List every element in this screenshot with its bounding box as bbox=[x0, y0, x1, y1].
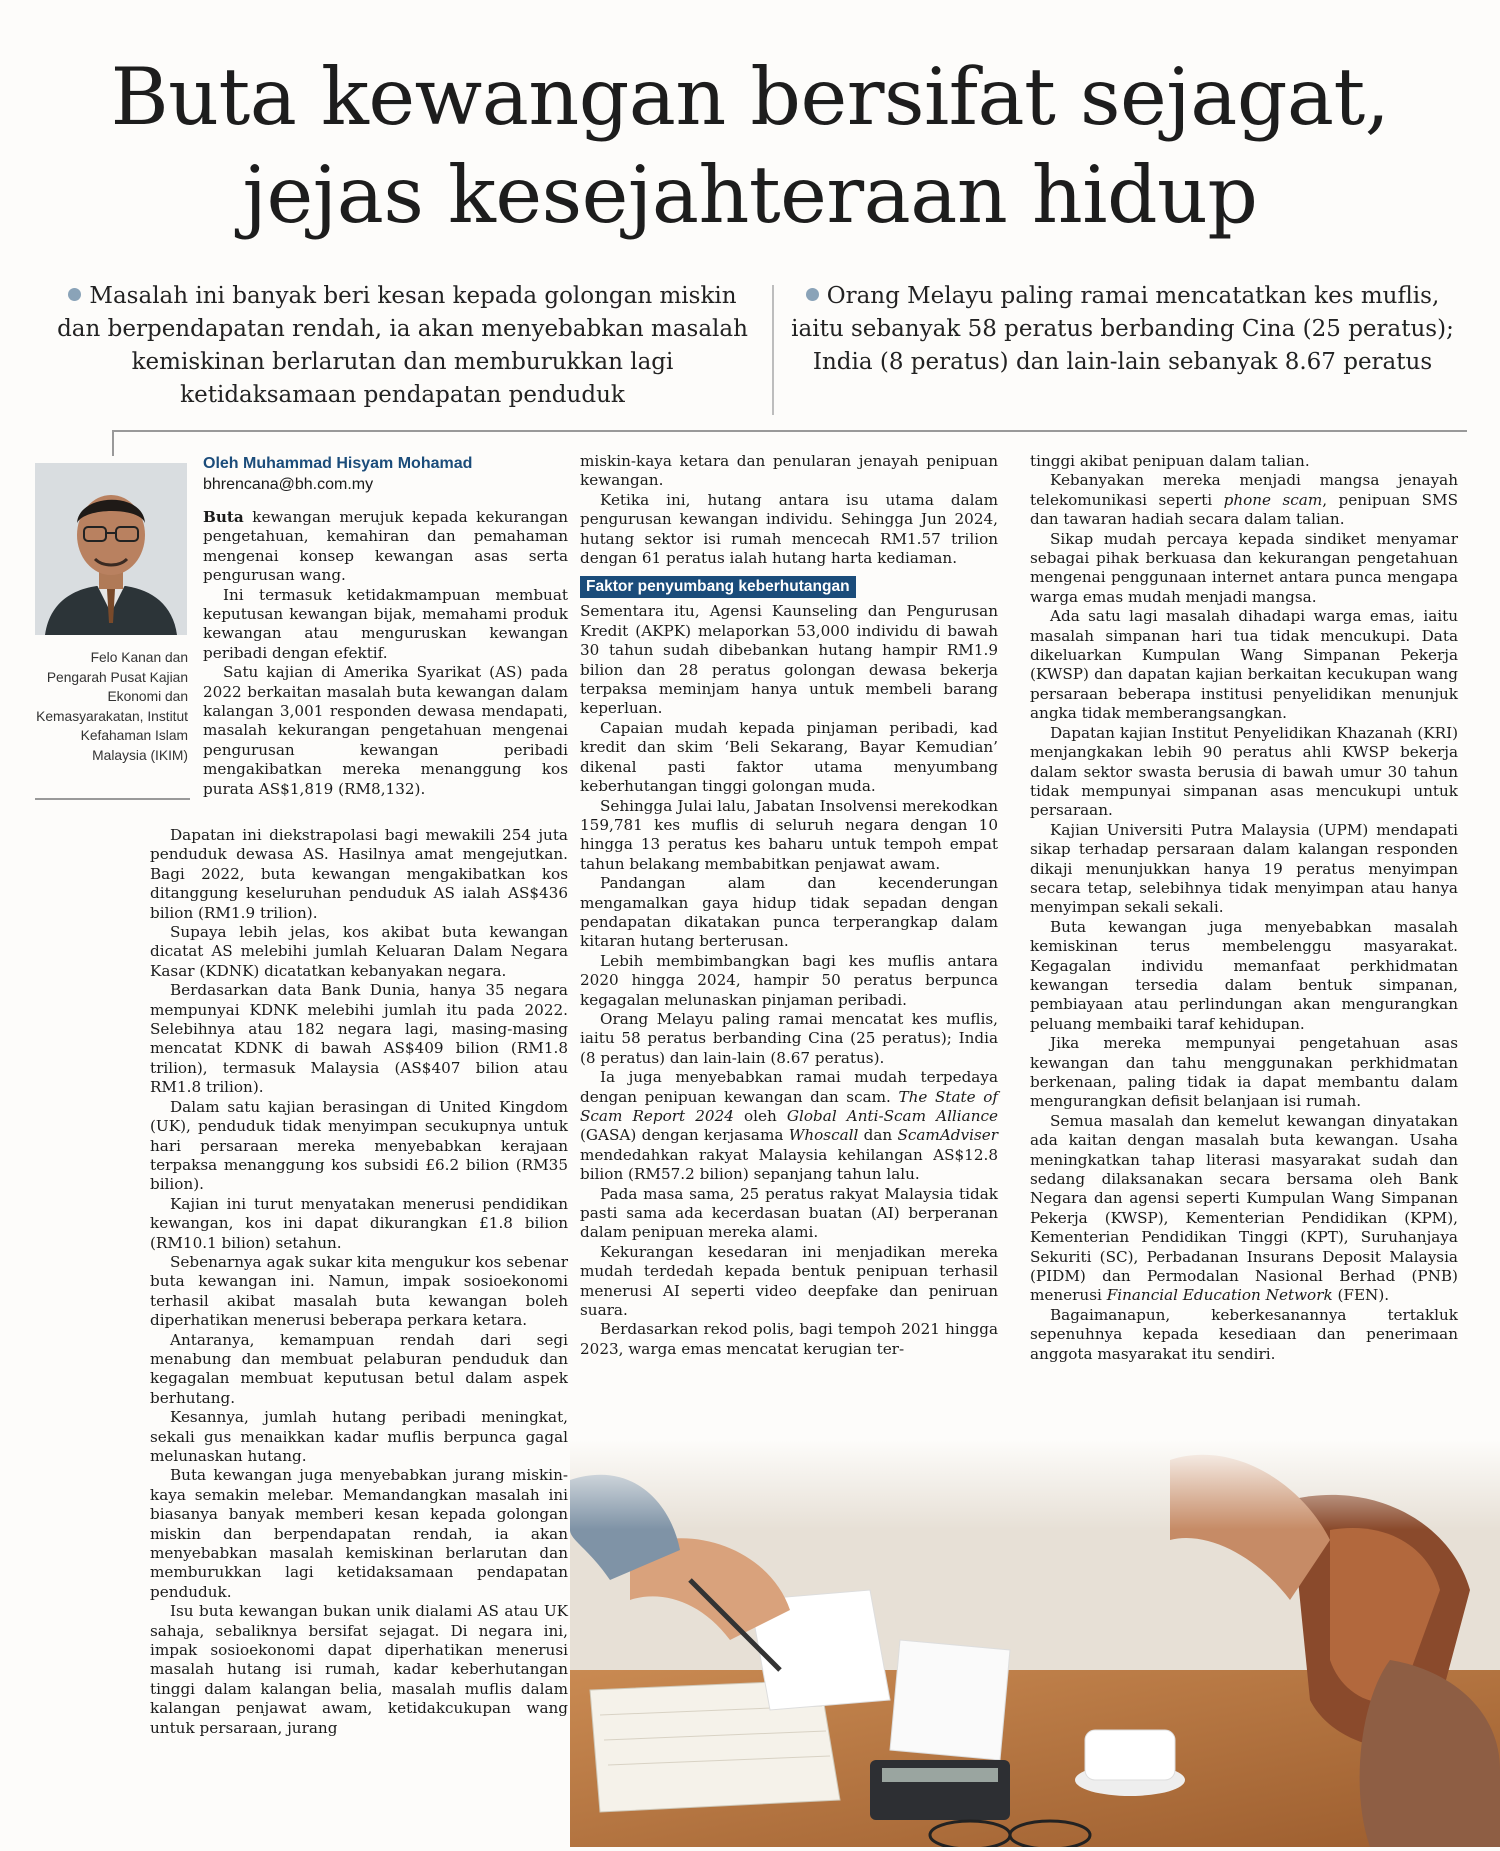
paragraph: Isu buta kewangan bukan unik dialami AS atau UK sahaja, sebaliknya bersifat sejagat. Di negara ini, impak sosioekonomi dapat diperhatikan menerusi masalah hutang isi rumah, kadar keberhutangan tinggi dalam kalangan belia, masalah muflis dalam kalangan penjawat awam, ketidakcukupan wang untuk persaraan, jurang bbox=[150, 1602, 568, 1737]
paragraph: Capaian mudah kepada pinjaman peribadi, kad kredit dan skim ‘Beli Sekarang, Bayar Kemudian’ dikenal pasti faktor utama menyumbang keberhutangan tinggi golongan muda. bbox=[580, 718, 998, 796]
author-email[interactable]: bhrencana@bh.com.my bbox=[203, 476, 374, 493]
highlight-divider bbox=[772, 285, 774, 415]
highlight-right bbox=[790, 280, 1455, 379]
paragraph-text: kewangan merujuk kepada kekurangan pengetahuan, kemahiran dan pemahaman mengenai konsep kewangan asas serta pengurusan wang. bbox=[203, 508, 568, 585]
headline-line-2: jejas kesejahteraan hidup bbox=[242, 149, 1258, 241]
subheading: Faktor penyumbang keberhutangan bbox=[580, 576, 856, 598]
lead-word: Buta bbox=[203, 508, 244, 526]
paragraph bbox=[203, 508, 568, 586]
paragraph: Antaranya, kemampuan rendah dari segi menabung dan membuat pelaburan penduduk dan kegagalan membuat keputusan betul dalam aspek berhutang. bbox=[150, 1330, 568, 1407]
section-rule-hook bbox=[112, 430, 114, 456]
paragraph: Kesannya, jumlah hutang peribadi meningkat, sekali gus menaikkan kadar muflis berpunca gagal melunaskan hutang. bbox=[150, 1408, 568, 1465]
article-photo bbox=[570, 1440, 1500, 1847]
paragraph: Jika mereka mempunyai pengetahuan asas kewangan dan tahu menggunakan perkhidmatan berkenaan, paling tidak ia dapat membantu dalam mengurangkan defisit belanjaan isi rumah. bbox=[1030, 1034, 1458, 1111]
paragraph: Sementara itu, Agensi Kaunseling dan Pengurusan Kredit (AKPK) melaporkan 53,000 individu di bawah 30 tahun sudah dibebankan hutang hampir RM1.9 bilion dan 28 peratus golongan dewasa bekerja terpaksa meminjam hanya untuk membeli barang keperluan. bbox=[580, 602, 998, 718]
finance-photo-illustration bbox=[570, 1440, 1500, 1847]
italic-term: phone scam bbox=[1223, 490, 1323, 509]
author-photo bbox=[35, 463, 187, 635]
paragraph: Ketika ini, hutang antara isu utama dalam pengurusan kewangan individu. Sehingga Jun 2024, hutang sektor isi rumah mencecah RM1.57 trilion dengan 61 peratus ialah hutang harta kediaman. bbox=[580, 490, 998, 568]
paragraph: Sehingga Julai lalu, Jabatan Insolvensi merekodkan 159,781 kes muflis di seluruh negara dengan 10 hingga 13 peratus kes baharu untuk tempoh empat tahun belakang membabitkan penjawat awam. bbox=[580, 796, 998, 873]
caption-rule bbox=[35, 798, 190, 800]
paragraph: Sikap mudah percaya kepada sindiket menyamar sebagai pihak berkuasa dan kekurangan pengetahuan mengenai penggunaan internet antara punca mengapa warga emas mudah menjadi mangsa. bbox=[1030, 529, 1458, 606]
column-1-bottom bbox=[150, 826, 568, 1738]
italic-term: Financial Education Network bbox=[1106, 1286, 1333, 1305]
text: , penipuan SMS dan tawaran hadiah secara dalam talian. bbox=[1030, 490, 1458, 529]
italic-title: The State of Scam Report 2024 bbox=[580, 1087, 998, 1125]
paragraph bbox=[1030, 471, 1458, 529]
paragraph: Buta kewangan juga menyebabkan masalah kemiskinan terus membelenggu masyarakat. Kegagalan individu memanfaat perkhidmatan kewangan tersedia dalam bentuk simpanan, pembiayaan atau perlindungan akan mengurangkan peluang membaiki taraf kehidupan. bbox=[1030, 917, 1458, 1033]
paragraph: Ini termasuk ketidakmampuan membuat keputusan kewangan bijak, memahami produk kewangan atau menguruskan kewangan peribadi dengan efektif. bbox=[203, 585, 568, 662]
text: (FEN). bbox=[1332, 1286, 1390, 1305]
paragraph: Sebenarnya agak sukar kita mengukur kos sebenar buta kewangan ini. Namun, impak sosioekonomi terhasil akibat masalah buta kewangan boleh diperhatikan menerusi beberapa perkara ketara. bbox=[150, 1252, 568, 1330]
highlight-left bbox=[55, 280, 750, 412]
paragraph: Kekurangan kesedaran ini menjadikan mereka mudah terdedah kepada bentuk penipuan terhasil menerusi AI seperti video deepfake dan peniruan suara. bbox=[580, 1242, 998, 1320]
highlight-right-text: Orang Melayu paling ramai mencatatkan kes muflis, iaitu sebanyak 58 peratus berbanding Cina (25 peratus); India (8 peratus) dan lain-lain sebanyak 8.67 peratus bbox=[791, 283, 1454, 375]
author-name: Oleh Muhammad Hisyam Mohamad bbox=[203, 455, 473, 472]
paragraph: Dapatan kajian Institut Penyelidikan Khazanah (KRI) menjangkakan lebih 90 peratus ahli KWSP bekerja dalam sektor swasta berusia di bawah umur 30 tahun tidak mempunyai simpanan asas mencukupi untuk persaraan. bbox=[1030, 723, 1458, 820]
text: (GASA) dengan kerjasama bbox=[580, 1126, 789, 1145]
paragraph: Orang Melayu paling ramai mencatat kes muflis, iaitu 58 peratus berbanding Cina (25 peratus); India (8 peratus) dan lain-lain (8.67 peratus). bbox=[580, 1009, 998, 1067]
paragraph: Bagaimanapun, keberkesanannya tertakluk sepenuhnya kepada kesediaan dan penerimaan anggota masyarakat itu sendiri. bbox=[1030, 1305, 1458, 1363]
paragraph: Lebih membimbangkan bagi kes muflis antara 2020 hingga 2024, hampir 50 peratus berpunca kegagalan melunaskan pinjaman peribadi. bbox=[580, 951, 998, 1009]
text: Kebanyakan mereka menjadi mangsa jenayah telekomunikasi seperti bbox=[1030, 471, 1458, 509]
bullet-icon bbox=[806, 288, 819, 301]
column-1-top bbox=[203, 508, 568, 799]
headline-line-1: Buta kewangan bersifat sejagat, bbox=[110, 51, 1390, 143]
text: mendedahkan rakyat Malaysia kehilangan AS$12.8 bilion (RM57.2 bilion) sepanjang tahun lalu. bbox=[580, 1145, 998, 1184]
column-3 bbox=[1030, 452, 1458, 1364]
italic-title: Whoscall bbox=[788, 1126, 859, 1145]
author-portrait-illustration bbox=[35, 463, 187, 635]
text: dan bbox=[858, 1126, 898, 1145]
paragraph: Kajian ini turut menyatakan menerusi pendidikan kewangan, kos ini dapat dikurangkan £1.8 bilion (RM10.1 bilion) setahun. bbox=[150, 1194, 568, 1252]
text: Ia juga menyebabkan ramai mudah terpedaya dengan penipuan kewangan dan scam. bbox=[580, 1068, 998, 1106]
headline bbox=[40, 48, 1460, 244]
paragraph: Dapatan ini diekstrapolasi bagi mewakili 254 juta penduduk dewasa AS. Hasilnya amat mengejutkan. Bagi 2022, buta kewangan mengakibatkan kos ditanggung keseluruhan penduduk AS ialah AS$436 bilion (RM1.9 trilion). bbox=[150, 826, 568, 922]
section-rule bbox=[112, 430, 1467, 432]
paragraph: Kajian Universiti Putra Malaysia (UPM) mendapati sikap terhadap persaraan dalam kalangan responden dikaji menunjukkan hanya 19 peratus menyimpan secara tetap, selebihnya tidak menyimpan atau hanya menyimpan sekali sekali. bbox=[1030, 820, 1458, 917]
bullet-icon bbox=[68, 288, 81, 301]
highlight-left-text: Masalah ini banyak beri kesan kepada golongan miskin dan berpendapatan rendah, ia akan menyebabkan masalah kemiskinan berlarutan dan memburukkan lagi ketidaksamaan pendapatan penduduk bbox=[57, 283, 748, 408]
paragraph bbox=[1030, 1112, 1458, 1306]
text: Semua masalah dan kemelut kewangan dinyatakan ada kaitan dengan masalah buta kewangan. Usaha meningkatkan tahap literasi masyarakat sudah dan sedang dilaksanakan secara bersama oleh Bank Negara dan agensi seperti Kumpulan Wang Simpanan Pekerja (KWSP), Kementerian Pendidikan (KPM), Kementerian Pendidikan Tinggi (KPT), Suruhanjaya Sekuriti (SC), Perbadanan Insurans Deposit Malaysia (PIDM) dan Permodalan Nasional Berhad (PNB) menerusi bbox=[1030, 1111, 1458, 1305]
paragraph: Pada masa sama, 25 peratus rakyat Malaysia tidak pasti sama ada kecerdasan buatan (AI) berperanan dalam penipuan mereka alami. bbox=[580, 1184, 998, 1242]
paragraph: Satu kajian di Amerika Syarikat (AS) pada 2022 berkaitan masalah buta kewangan dalam kalangan 3,001 responden dewasa mendapati, masalah kekurangan pengetahuan mengenai pengurusan kewangan peribadi mengakibatkan mereka menanggung kos purata AS$1,819 (RM8,132). bbox=[203, 663, 568, 798]
author-caption: Felo Kanan dan Pengarah Pusat Kajian Ekonomi dan Kemasyarakatan, Institut Kefahaman Islam Malaysia (IKIM) bbox=[36, 650, 188, 763]
paragraph: miskin-kaya ketara dan penularan jenayah penipuan kewangan. bbox=[580, 452, 998, 490]
paragraph: tinggi akibat penipuan dalam talian. bbox=[1030, 452, 1310, 470]
subheading-wrap bbox=[580, 568, 998, 602]
paragraph: Dalam satu kajian berasingan di United Kingdom (UK), penduduk tidak menyimpan secukupnya untuk hari persaraan mereka menyebabkan kerajaan terpaksa menanggung kos subsidi £6.2 bilion (RM35 bilion). bbox=[150, 1097, 568, 1194]
italic-title: ScamAdviser bbox=[897, 1126, 999, 1145]
paragraph: Berdasarkan data Bank Dunia, hanya 35 negara mempunyai KDNK melebihi jumlah itu pada 2022. Selebihnya atau 182 negara lagi, masing-masing mencatat KDNK di bawah AS$409 bilion (RM1.8 trilion), termasuk Malaysia (AS$407 bilion atau RM1.8 trilion). bbox=[150, 981, 568, 1097]
paragraph: Supaya lebih jelas, kos akibat buta kewangan dicatat AS melebihi jumlah Keluaran Dalam Negara Kasar (KDNK) dicatatkan kebanyakan negara. bbox=[150, 923, 568, 980]
paragraph bbox=[580, 1068, 998, 1184]
byline bbox=[203, 453, 568, 495]
column-2 bbox=[580, 452, 998, 1359]
paragraph: Pandangan alam dan kecenderungan mengamalkan gaya hidup tidak sepadan dengan pendapatan dikatakan punca terperangkap dalam kitaran hutang berterusan. bbox=[580, 874, 998, 951]
paragraph: Buta kewangan juga menyebabkan jurang miskin-kaya semakin melebar. Memandangkan masalah ini biasanya banyak memberi kesan kepada golongan miskin dan berpendapatan rendah, ia akan menyebabkan masalah kemiskinan berlarutan dan memburukkan lagi ketidaksamaan pendapatan penduduk. bbox=[150, 1466, 568, 1601]
paragraph: Ada satu lagi masalah dihadapi warga emas, iaitu masalah simpanan hari tua tidak mencukupi. Data dikeluarkan Kumpulan Wang Simpanan Pekerja (KWSP) dan dapatan kajian berkaitan kecukupan wang persaraan beberapa institusi penyelidikan menunjuk angka tidak memberangsangkan. bbox=[1030, 607, 1458, 723]
paragraph: Berdasarkan rekod polis, bagi tempoh 2021 hingga 2023, warga emas mencatat kerugian ter- bbox=[580, 1320, 998, 1358]
text: oleh bbox=[733, 1107, 787, 1125]
italic-title: Global Anti-Scam Alliance bbox=[786, 1107, 998, 1125]
